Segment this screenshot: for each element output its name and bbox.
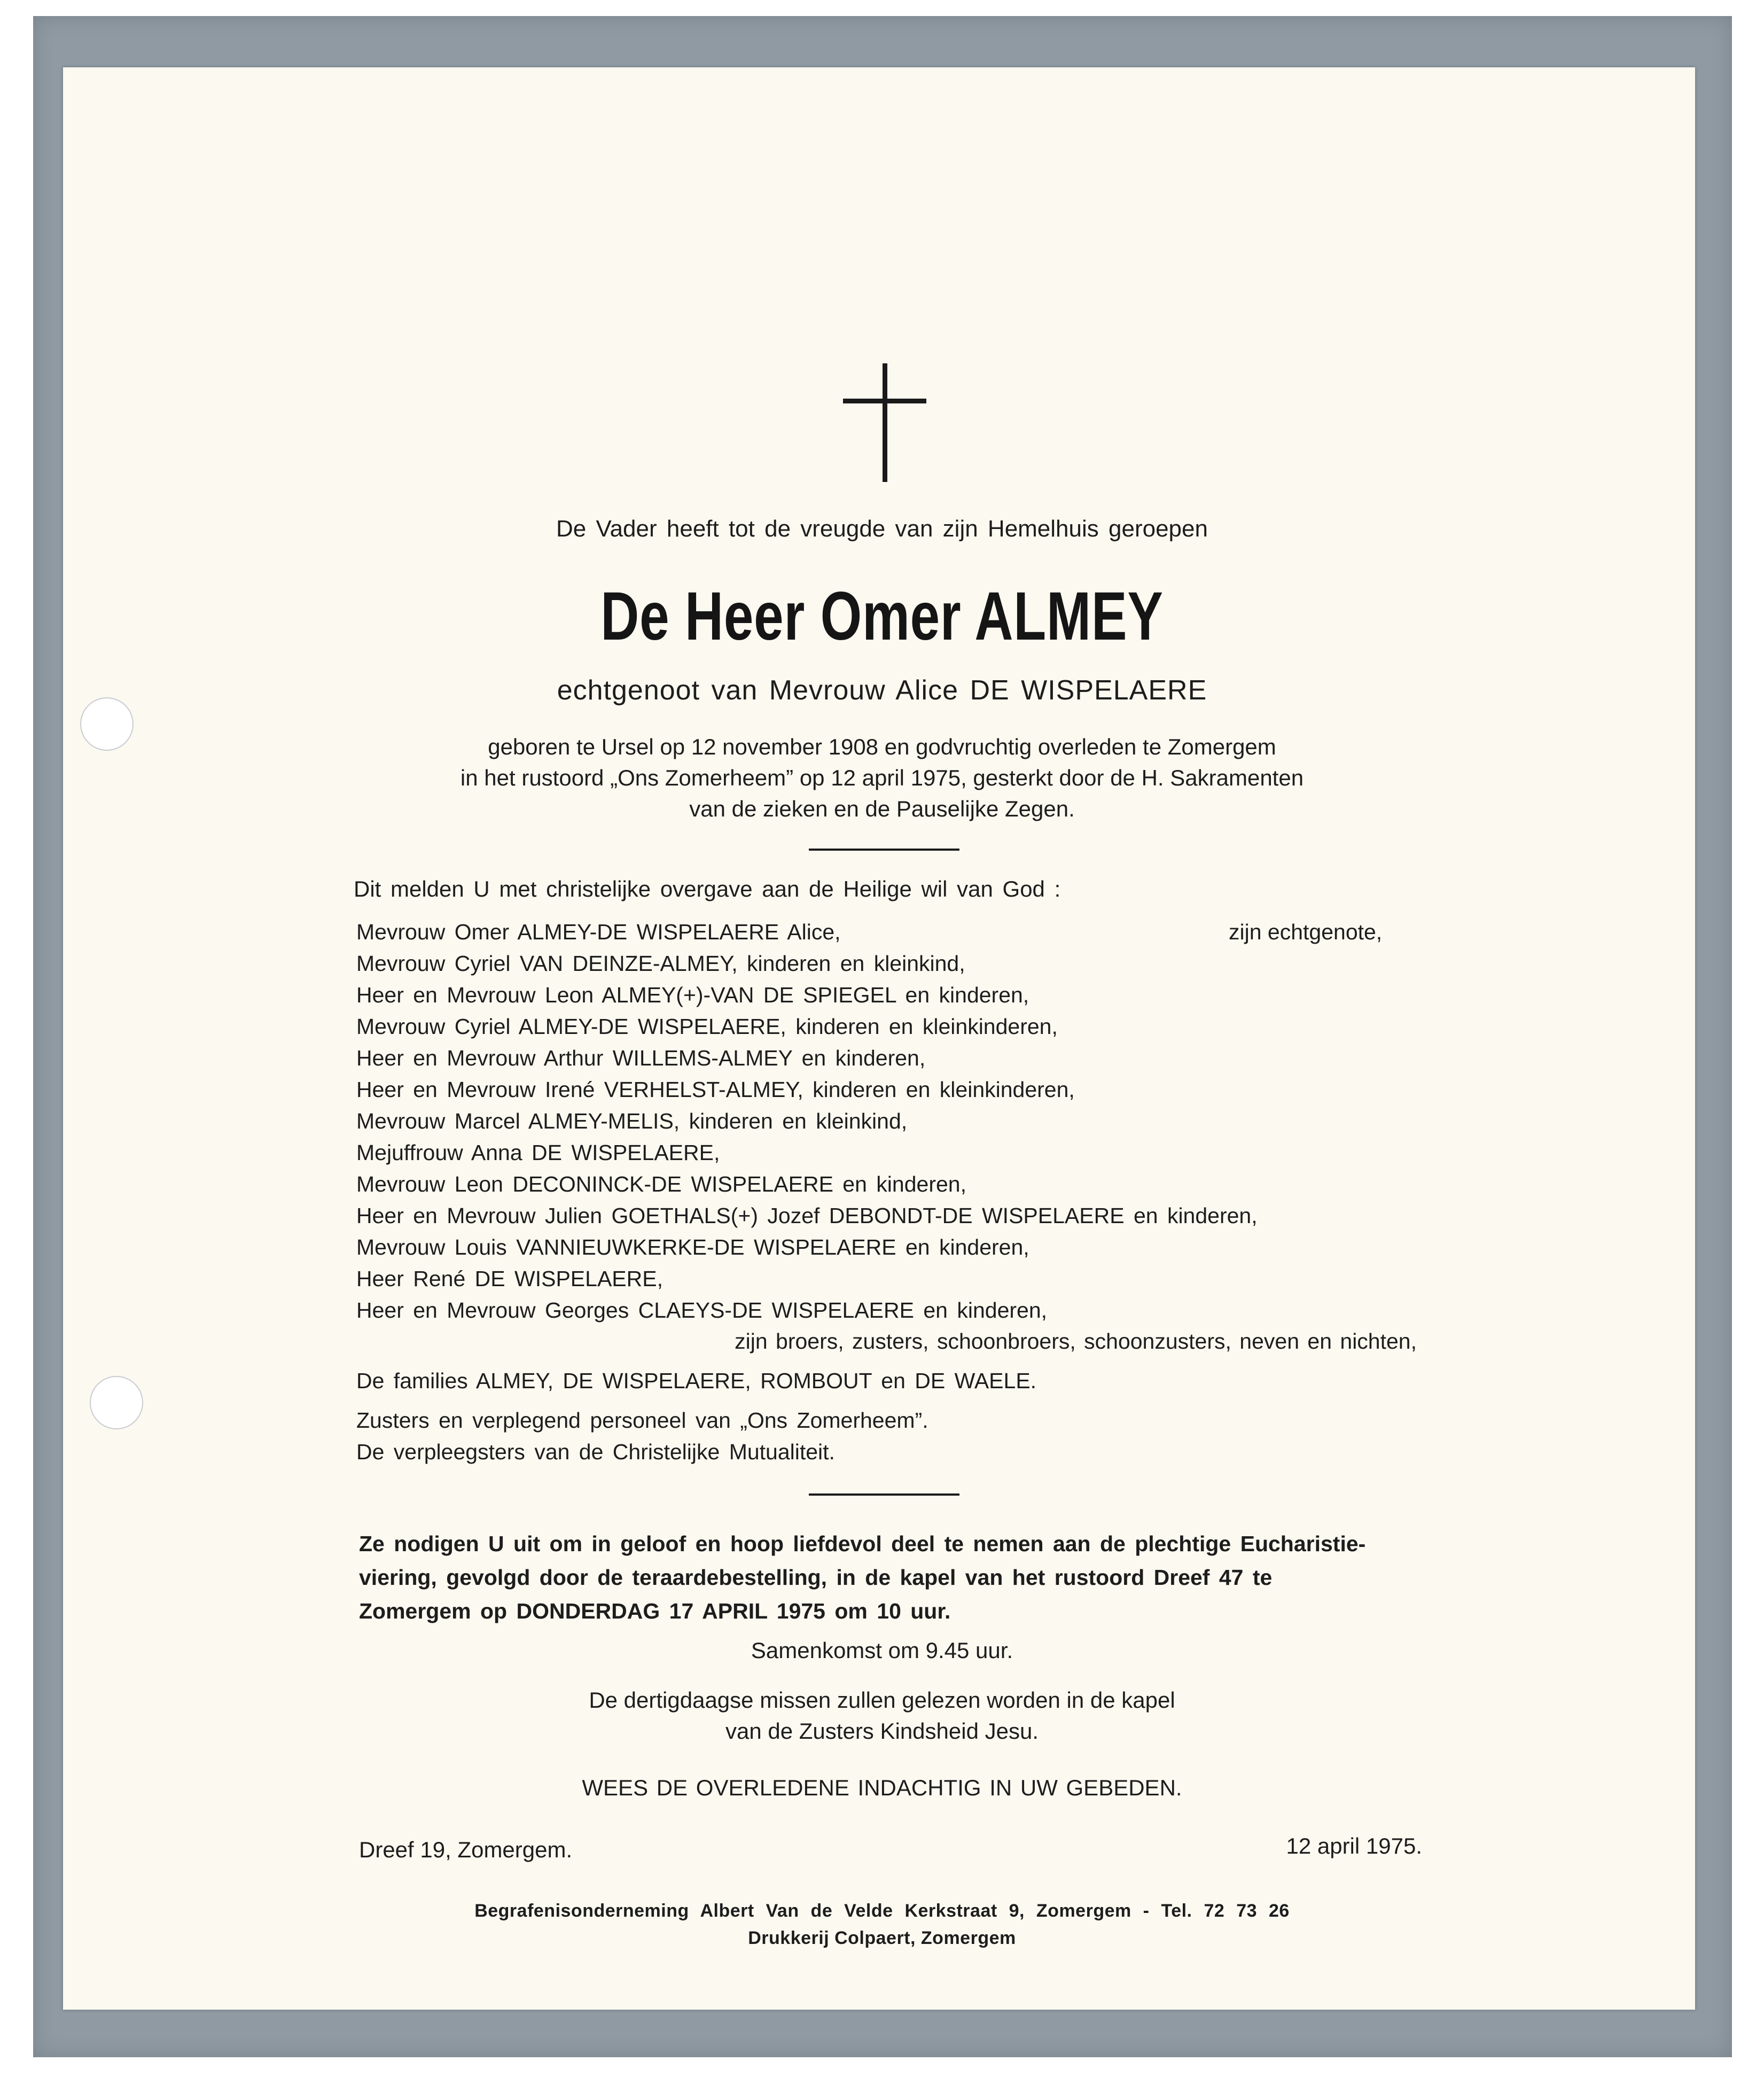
masses-line: van de Zusters Kindsheid Jesu. [725,1718,1039,1744]
invitation-line: viering, gevolgd door de teraardebestelling, in de kapel van het rustoord Dreef 47 te [359,1565,1273,1590]
divider [809,849,959,851]
family-line: Mevrouw Marcel ALMEY-MELIS, kinderen en kleinkind, [356,1109,908,1133]
cross-icon [843,363,926,482]
birth-line: geboren te Ursel op 12 november 1908 en godvruchtig overleden te Zomergem [488,734,1276,759]
invitation-line: Zomergem op DONDERDAG 17 APRIL 1975 om 10 uur. [359,1599,951,1623]
family-line: Heer en Mevrouw Arthur WILLEMS-ALMEY en kinderen, [356,1046,926,1070]
divider [809,1493,959,1496]
family-line: Mevrouw Leon DECONINCK-DE WISPELAERE en kinderen, [356,1172,966,1196]
family-line: Mevrouw Omer ALMEY-DE WISPELAERE Alice, [356,920,841,944]
family-line: Heer René DE WISPELAERE, [356,1266,663,1291]
announcement: Dit melden U met christelijke overgave aan de Heilige wil van God : [354,876,1061,901]
intro-text: De Vader heeft tot de vreugde van zijn Hemelhuis geroepen [556,516,1208,542]
family-line: Heer en Mevrouw Georges CLAEYS-DE WISPELAERE en kinderen, [356,1298,1048,1323]
family-line: Mevrouw Cyriel ALMEY-DE WISPELAERE, kinderen en kleinkinderen, [356,1014,1058,1039]
masses-line: De dertigdaagse missen zullen gelezen worden in de kapel [589,1687,1175,1713]
mourner-line: Zusters en verplegend personeel van „Ons Zomerheem”. [356,1408,928,1433]
family-line: Heer en Mevrouw Julien GOETHALS(+) Jozef DEBONDT-DE WISPELAERE en kinderen, [356,1203,1258,1228]
wife-relation: zijn echtgenote, [1229,920,1383,944]
spouse-line: echtgenoot van Mevrouw Alice DE WISPELAERE [557,675,1207,706]
birth-line: in het rustoord „Ons Zomerheem” op 12 april 1975, gesterkt door de H. Sakramenten [460,765,1304,790]
mourner-line: De families ALMEY, DE WISPELAERE, ROMBOUT en DE WAELE. [356,1368,1037,1393]
printer-credit: Drukkerij Colpaert, Zomergem [748,1928,1016,1948]
undertaker-credit: Begrafenisonderneming Albert Van de Velde Kerkstraat 9, Zomergem - Tel. 72 73 26 [474,1901,1290,1921]
family-line: Mejuffrouw Anna DE WISPELAERE, [356,1140,720,1165]
notice-date: 12 april 1975. [1286,1833,1422,1858]
family-line: Heer en Mevrouw Leon ALMEY(+)-VAN DE SPIEGEL en kinderen, [356,983,1029,1007]
mourner-line: De verpleegsters van de Christelijke Mutualiteit. [356,1440,835,1464]
family-line: Heer en Mevrouw Irené VERHELST-ALMEY, kinderen en kleinkinderen, [356,1077,1075,1102]
birth-line: van de zieken en de Pauselijke Zegen. [689,796,1075,821]
invitation-line: Ze nodigen U uit om in geloof en hoop liefdevol deel te nemen aan de plechtige Eucharistie- [359,1531,1366,1556]
home-address: Dreef 19, Zomergem. [359,1837,573,1862]
remembrance-line: WEES DE OVERLEDENE INDACHTIG IN UW GEBEDEN. [582,1775,1182,1800]
family-line: Mevrouw Cyriel VAN DEINZE-ALMEY, kinderen en kleinkind, [356,951,965,976]
family-line: Mevrouw Louis VANNIEUWKERKE-DE WISPELAERE en kinderen, [356,1235,1029,1259]
deceased-name: De Heer Omer ALMEY [600,578,1164,655]
relatives-summary: zijn broers, zusters, schoonbroers, schoonzusters, neven en nichten, [735,1329,1417,1353]
gathering-time: Samenkomst om 9.45 uur. [751,1638,1013,1663]
